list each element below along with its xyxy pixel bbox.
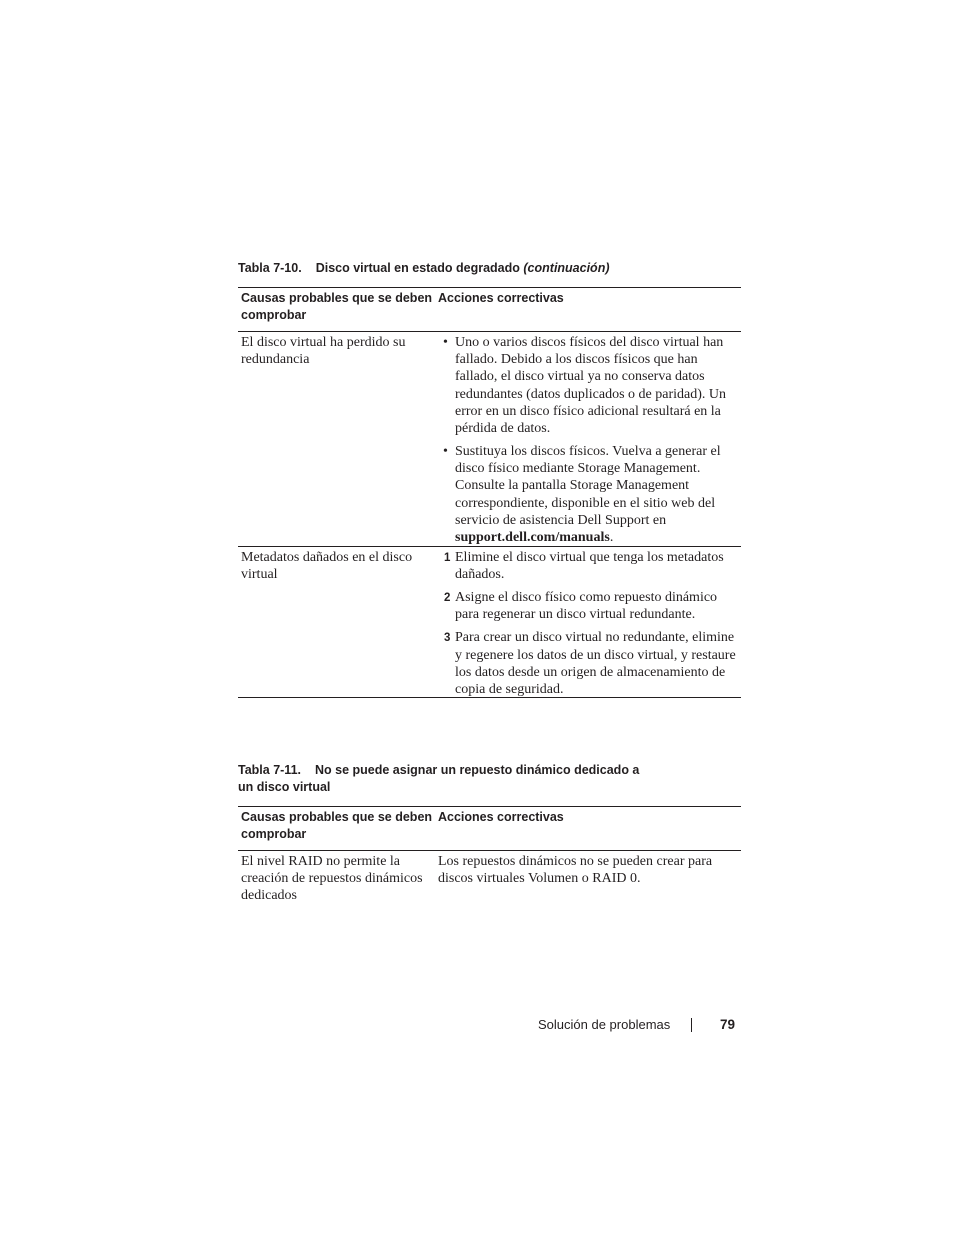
actions-cell bbox=[435, 549, 741, 698]
table-7-10-caption bbox=[238, 260, 658, 277]
numbered-item bbox=[438, 629, 741, 698]
cause-cell: El nivel RAID no permite la creación de repuestos dinámicos dedicados bbox=[241, 854, 423, 904]
caption-number: Tabla 7-11. bbox=[238, 763, 301, 777]
bullet-text bbox=[455, 443, 741, 546]
bullet-marker: • bbox=[443, 444, 448, 460]
actions-cell bbox=[435, 334, 741, 546]
bullet-item bbox=[438, 443, 741, 546]
page-number: 79 bbox=[720, 1017, 736, 1032]
bullet-marker: • bbox=[443, 335, 448, 350]
table-row bbox=[238, 851, 741, 911]
table-header bbox=[238, 288, 741, 331]
header-causes: Causas probables que se deben comprobar bbox=[241, 291, 433, 322]
step-number: 1 bbox=[444, 552, 451, 564]
step-number: 2 bbox=[444, 592, 451, 605]
footer-separator bbox=[691, 1018, 692, 1032]
cause-cell: El disco virtual ha perdido su redundancia bbox=[241, 335, 406, 368]
numbered-item bbox=[438, 589, 741, 623]
action-cell: Los repuestos dinámicos no se pueden crear para discos virtuales Volumen o RAID 0. bbox=[438, 854, 713, 887]
footer-section-title: Solución de problemas bbox=[538, 1017, 671, 1032]
header-actions: Acciones correctivas bbox=[438, 810, 564, 824]
step-text: Elimine el disco virtual que tenga los metadatos dañados. bbox=[455, 550, 724, 583]
bullet-text: Uno o varios discos físicos del disco virtual han fallado. Debido a los discos físicos que han fallado, el disco virtual ya no conserva datos redundantes (datos duplicados o de paridad). Un error en un disco físico adicional resultará en la pérdida de datos. bbox=[455, 335, 726, 437]
bullet-item bbox=[438, 334, 741, 437]
cause-cell: Metadatos dañados en el disco virtual bbox=[241, 550, 413, 583]
table-header bbox=[238, 807, 741, 850]
support-link[interactable]: support.dell.com/manuals bbox=[455, 530, 610, 546]
caption-suffix: (continuación) bbox=[523, 261, 610, 275]
numbered-item bbox=[438, 549, 741, 583]
header-actions: Acciones correctivas bbox=[438, 291, 564, 305]
table-7-11 bbox=[238, 806, 741, 911]
step-number: 3 bbox=[444, 632, 451, 645]
header-causes: Causas probables que se deben comprobar bbox=[241, 810, 433, 841]
table-7-10 bbox=[238, 287, 741, 698]
table-row bbox=[238, 332, 741, 546]
table-row bbox=[238, 547, 741, 697]
caption-title: No se puede asignar un repuesto dinámico dedicado a un disco virtual bbox=[238, 763, 640, 794]
page-footer bbox=[538, 1016, 738, 1034]
caption-title: Disco virtual en estado degradado bbox=[315, 261, 520, 275]
table-7-11-caption bbox=[238, 762, 658, 796]
step-text: Asigne el disco físico como repuesto dinámico para regenerar un disco virtual redundante. bbox=[455, 590, 718, 623]
bullet-text-before: Sustituya los discos físicos. Vuelva a generar el disco físico mediante Storage Management. Consulte la pantalla Storage Management correspondiente, disponible en el sitio web del servicio de asistencia Dell Support en bbox=[455, 444, 721, 528]
bullet-text-after: . bbox=[609, 530, 614, 546]
caption-number: Tabla 7-10. bbox=[238, 261, 302, 275]
step-text: Para crear un disco virtual no redundante, elimine y regenere los datos de un disco virtual, y restaure los datos desde un origen de almacenamiento de copia de seguridad. bbox=[455, 630, 736, 698]
